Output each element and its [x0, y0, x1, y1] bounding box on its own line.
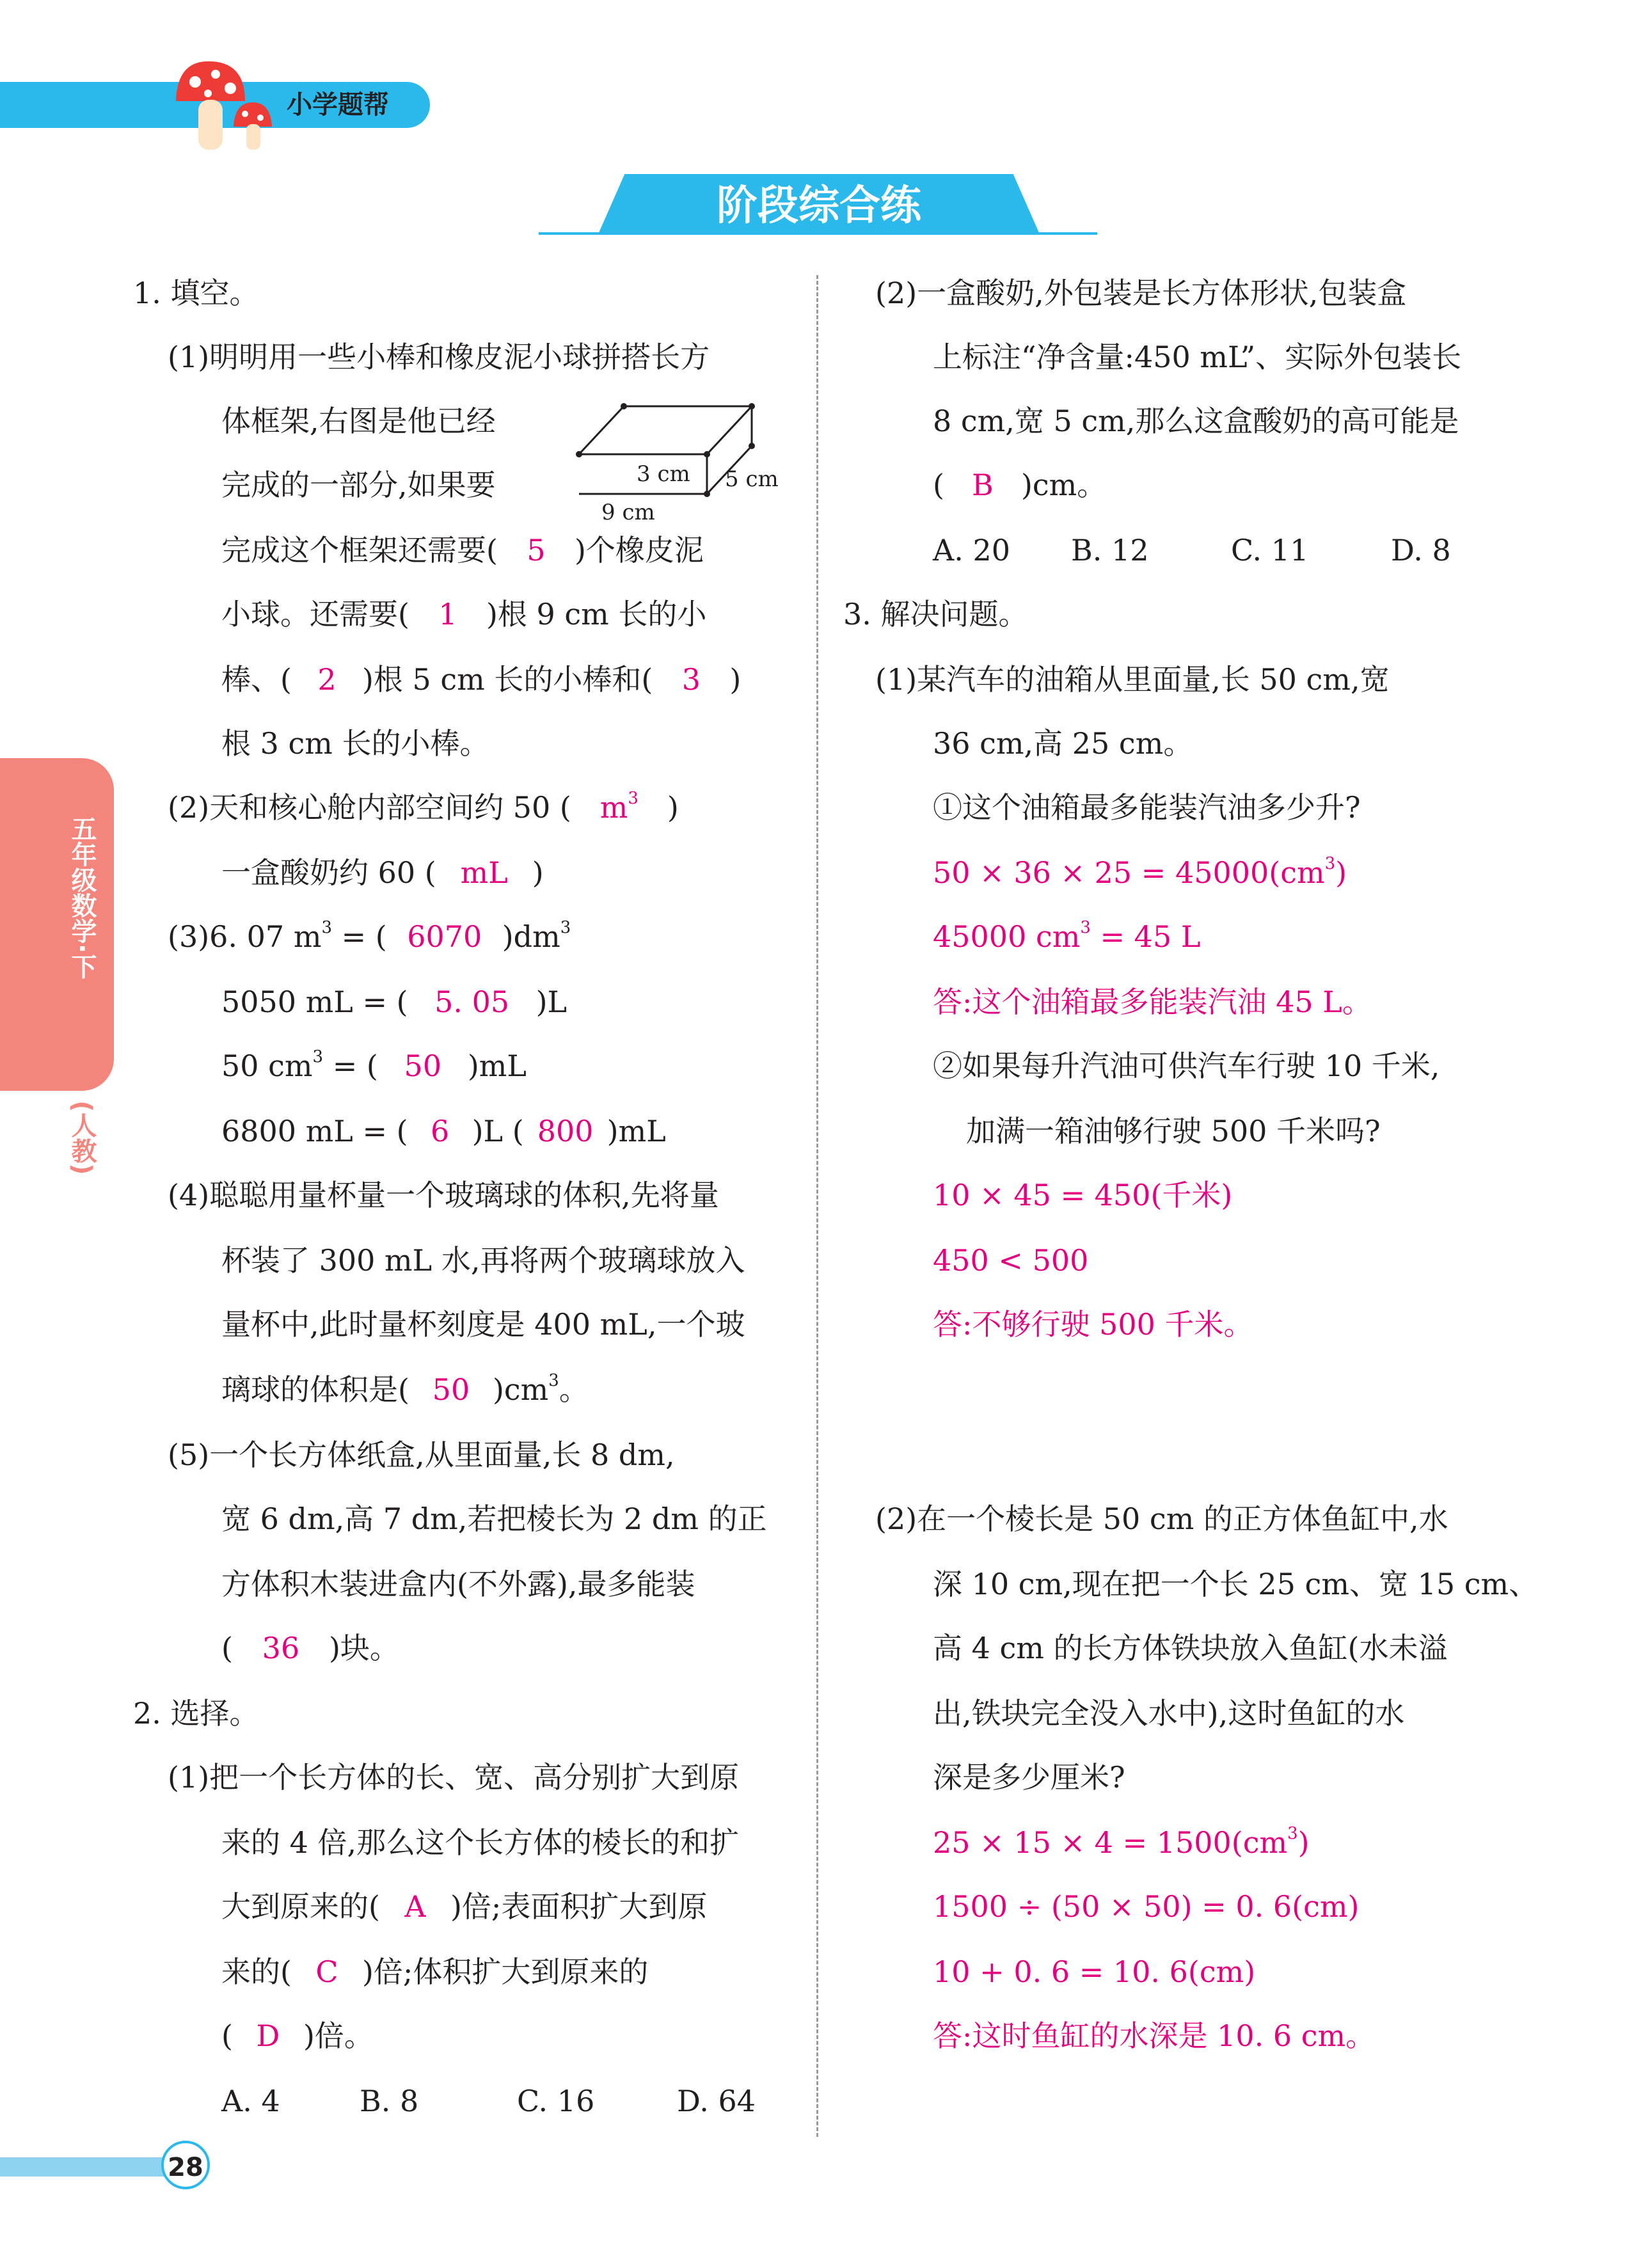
option-d: D. 8: [1391, 533, 1451, 567]
q3-p1-line1: (1)某汽车的油箱从里面量,长 50 cm,宽: [875, 662, 1390, 697]
q1-p5-line4: ( 36 )块。: [221, 1629, 399, 1667]
answer-a: A: [404, 1889, 426, 1924]
answer-36: 36: [262, 1631, 300, 1665]
answer-balls: 5: [527, 533, 546, 567]
brand-label: 小学题帮: [287, 90, 389, 120]
fig-width-label: 5 cm: [725, 466, 779, 492]
q2-p1-line5: ( D )倍。: [221, 2017, 374, 2055]
q1-p5-line3: 方体积木装进盒内(不外露),最多能装: [221, 1567, 695, 1601]
q2-p2-line3: 8 cm,宽 5 cm,那么这盒酸奶的高可能是: [933, 404, 1459, 438]
q1-p1-line6: 棒、( 2 )根 5 cm 长的小棒和( 3 ): [221, 660, 741, 699]
q2-p2-options: [933, 531, 1451, 569]
q1-p4-line4: 璃球的体积是( 50 )$cm^3$。: [221, 1370, 589, 1409]
q1-p2-line2: 一盒酸奶约 60 ( mL ): [221, 853, 544, 892]
q3-p2-line3: 高 4 cm 的长方体铁块放入鱼缸(水未溢: [933, 1631, 1448, 1665]
q3-p1-answer2: 答:不够行驶 500 千米。: [933, 1307, 1253, 1342]
q2-p1-line4: 来的( C )倍;体积扩大到原来的: [221, 1953, 648, 1991]
q1-p1-line1: (1)明明用一些小棒和橡皮泥小球拼搭长方: [168, 340, 710, 374]
answer-5cm-sticks: 2: [317, 662, 337, 697]
q1-p3-line1: (3)6. 07 $m^3$ = ( 6070 )$dm^3$: [168, 917, 571, 956]
q2-p1-line2: 来的 4 倍,那么这个长方体的棱长的和扩: [221, 1825, 740, 1860]
q3-p1-line2: 36 cm,高 25 cm。: [933, 726, 1193, 761]
answer-b: B: [972, 468, 994, 502]
q1-p4-line3: 量杯中,此时量杯刻度是 400 mL,一个玻: [221, 1307, 745, 1342]
q3-p1-sub1: ①这个油箱最多能装汽油多少升?: [933, 790, 1361, 825]
answer-d: D: [256, 2018, 280, 2053]
q3-p1-work1: $50 \times 36 \times 25 = 45000(cm^3)$: [933, 854, 1347, 890]
section-title: 阶段综合练: [717, 182, 921, 230]
q3-p1-work5: 450 < 500: [933, 1243, 1089, 1278]
option-d: D. 64: [677, 2084, 756, 2118]
page-number: 28: [161, 2141, 210, 2189]
q1-heading: 1. 填空。: [133, 276, 259, 310]
q1-p3-line3: 50 $cm^3$ = ( 50 )mL: [221, 1047, 527, 1085]
answer-800ml: 800: [537, 1114, 594, 1148]
answer-50ml: 50: [404, 1049, 442, 1083]
q2-p2-line4: ( B )cm。: [933, 466, 1106, 504]
q1-p5-line2: 宽 6 dm,高 7 dm,若把棱长为 2 dm 的正: [221, 1502, 767, 1536]
mushroom-logo-icon: [163, 56, 285, 152]
option-b: B. 12: [1071, 533, 1149, 567]
answer-9cm-sticks: 1: [438, 597, 457, 631]
q3-p1-work2: 45000 $cm^3 = 45$ L: [933, 918, 1201, 954]
q1-p1-line7: 根 3 cm 长的小棒。: [221, 726, 489, 761]
q2-p2-line1: (2)一盒酸奶,外包装是长方体形状,包装盒: [875, 276, 1407, 310]
q1-p3-line2: 5050 mL = ( 5. 05 )L: [221, 983, 567, 1021]
answer-ball-volume: 50: [432, 1372, 470, 1407]
q1-p3-line4: 6800 mL = ( 6 )L ( 800 )mL: [221, 1112, 666, 1150]
option-c: C. 11: [1231, 533, 1309, 567]
side-tab-grade: 五年级数学·下: [67, 816, 97, 979]
q2-p1-options: [221, 2082, 756, 2120]
footer-band: [0, 2157, 168, 2177]
side-tab-edition: (人教): [67, 1100, 97, 1175]
option-c: C. 16: [517, 2084, 595, 2118]
q2-p1-line1: (1)把一个长方体的长、宽、高分别扩大到原: [168, 1760, 740, 1795]
q3-p2-line5: 深是多少厘米?: [933, 1760, 1125, 1795]
answer-6l: 6: [430, 1114, 450, 1148]
q2-p1-line3: 大到原来的( A )倍;表面积扩大到原: [221, 1887, 707, 1926]
q1-p1-line3: 完成的一部分,如果要: [221, 468, 496, 502]
q3-p2-line2: 深 10 cm,现在把一个长 25 cm、宽 15 cm、: [933, 1567, 1539, 1601]
answer-ml: mL: [460, 855, 508, 890]
q3-p1-sub2-line2: 加满一箱油够行驶 500 千米吗?: [966, 1114, 1381, 1148]
q1-p1-line5: 小球。还需要( 1 )根 9 cm 长的小: [221, 595, 706, 633]
q1-p4-line2: 杯装了 300 mL 水,再将两个玻璃球放入: [221, 1243, 745, 1278]
column-divider: [816, 275, 818, 2137]
fig-height-label: 3 cm: [637, 461, 690, 487]
q1-p5-line1: (5)一个长方体纸盒,从里面量,长 8 dm,: [168, 1438, 675, 1472]
q3-p2-line1: (2)在一个棱长是 50 cm 的正方体鱼缸中,水: [875, 1502, 1448, 1536]
q3-p2-work3: 10 + 0. 6 = 10. 6(cm): [933, 1955, 1256, 1989]
q3-p1-sub2-line1: ②如果每升汽油可供汽车行驶 10 千米,: [933, 1049, 1440, 1083]
q2-heading: 2. 选择。: [133, 1696, 259, 1731]
q3-p1-answer1: 答:这个油箱最多能装汽油 45 L。: [933, 985, 1372, 1019]
answer-6070: 6070: [407, 919, 482, 954]
q3-p2-work2: 1500 ÷ (50 × 50) = 0. 6(cm): [933, 1889, 1360, 1924]
q3-p2-line4: 出,铁块完全没入水中),这时鱼缸的水: [933, 1696, 1405, 1731]
option-a: A. 20: [933, 533, 1010, 567]
answer-5-05: 5. 05: [434, 985, 510, 1019]
q1-p4-line1: (4)聪聪用量杯量一个玻璃球的体积,先将量: [168, 1178, 719, 1212]
q1-p1-line2: 体框架,右图是他已经: [221, 404, 496, 438]
cuboid-figure: [566, 390, 803, 531]
fig-length-label: 9 cm: [601, 500, 655, 525]
answer-c: C: [315, 1955, 338, 1989]
answer-m3: $m^3$: [599, 789, 639, 825]
q3-p1-work4: 10 × 45 = 450(千米): [933, 1178, 1233, 1212]
q1-p1-line4: 完成这个框架还需要( 5 )个橡皮泥: [221, 531, 704, 569]
option-a: A. 4: [221, 2084, 280, 2118]
q3-heading: 3. 解决问题。: [843, 597, 1028, 631]
option-b: B. 8: [360, 2084, 419, 2118]
q1-p2-line1: (2)天和核心舱内部空间约 50 ( $m^3$ ): [168, 788, 679, 827]
q2-p2-line2: 上标注“净含量:450 mL”、实际外包装长: [933, 340, 1462, 374]
answer-3cm-sticks: 3: [681, 662, 701, 697]
q3-p2-work1: $25 \times 15 \times 4 = 1500(cm^3)$: [933, 1824, 1310, 1860]
q3-p2-answer: 答:这时鱼缸的水深是 10. 6 cm。: [933, 2018, 1376, 2053]
